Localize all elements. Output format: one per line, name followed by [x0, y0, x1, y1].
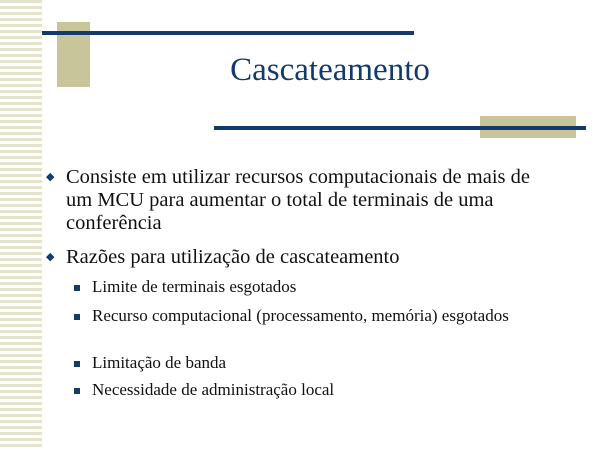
sub-bullet-text: Limitação de banda: [92, 353, 227, 372]
sub-bullet-text: Recurso computacional (processamento, memória) esgotados: [92, 306, 509, 325]
sub-bullet-item-4: [92, 380, 532, 400]
sub-bullet-item-2: [92, 306, 532, 326]
bullet-text: Consiste em utilizar recursos computacionais de mais de um MCU para aumentar o total de terminais de uma conferência: [66, 166, 530, 234]
square-bullet-icon: [74, 314, 80, 320]
sub-bullet-text: Necessidade de administração local: [92, 380, 335, 399]
square-bullet-icon: [74, 361, 80, 367]
sub-bullet-text: Limite de terminais esgotados: [92, 277, 297, 296]
bullet-text: Razões para utilização de cascateamento: [66, 246, 400, 268]
diamond-bullet-icon: ◆: [46, 251, 55, 263]
sub-bullet-item-3: [92, 353, 532, 373]
slide-title: Cascateamento: [230, 52, 430, 88]
sub-bullet-item-1: [92, 277, 532, 297]
square-bullet-icon: [74, 285, 80, 291]
diamond-bullet-icon: ◆: [46, 171, 55, 183]
bullet-item-2: [46, 246, 536, 269]
bullet-item-1: [46, 166, 536, 235]
square-bullet-icon: [74, 388, 80, 394]
